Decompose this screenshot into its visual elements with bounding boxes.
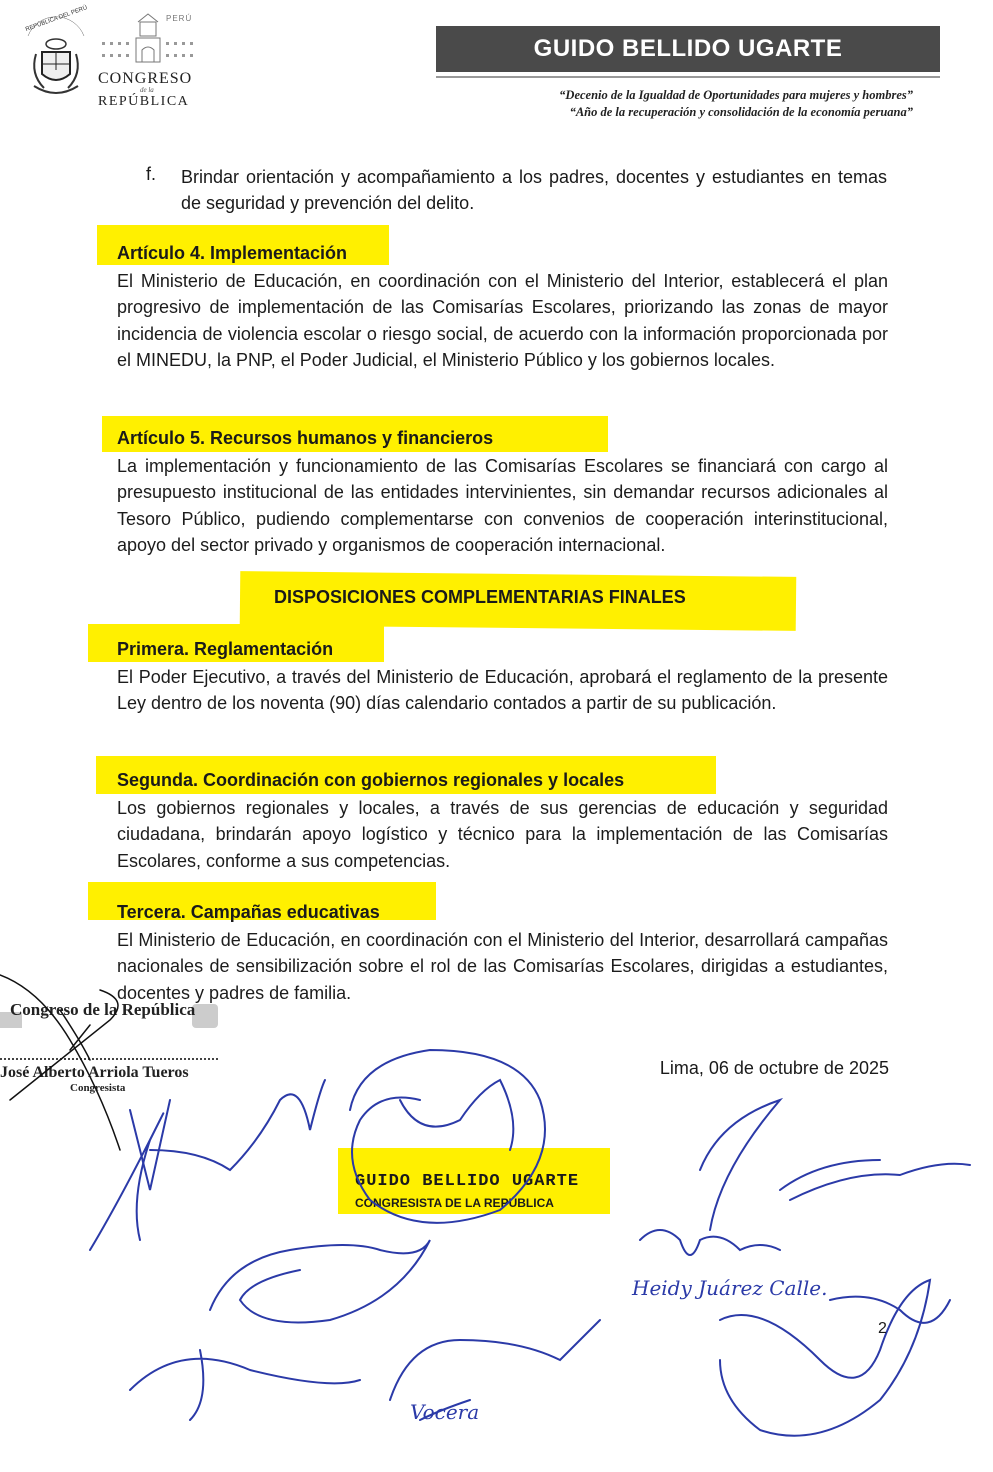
- stamp-congresista-role: Congresista: [70, 1082, 126, 1094]
- name-banner: GUIDO BELLIDO UGARTE: [436, 26, 940, 72]
- tercera-heading: Tercera. Campañas educativas: [117, 902, 380, 922]
- art4-heading: Artículo 4. Implementación: [117, 243, 348, 263]
- page-number: 2: [878, 1320, 887, 1337]
- stamp-name: GUIDO BELLIDO UGARTE: [355, 1172, 580, 1191]
- logo-peru-label: PERÚ: [166, 14, 193, 23]
- motto-line-2: “Año de la recuperación y consolidación de la economía peruana”: [569, 105, 913, 119]
- stamp-dotted-line: [0, 1058, 218, 1060]
- segunda-heading: Segunda. Coordinación con gobiernos regionales y locales: [117, 770, 625, 790]
- stamp-seal-right: [192, 1004, 218, 1028]
- place-date: Lima, 06 de octubre de 2025: [659, 1058, 889, 1078]
- art5-heading: Artículo 5. Recursos humanos y financieros: [117, 428, 494, 448]
- logo-congreso: CONGRESO: [98, 70, 193, 87]
- primera-heading: Primera. Reglamentación: [117, 639, 334, 659]
- section-title: DISPOSICIONES COMPLEMENTARIAS FINALES: [274, 587, 686, 607]
- item-f-text: Brindar orientación y acompañamiento a los padres, docentes y estudiantes en temas de seguridad y prevención del delito.: [181, 167, 887, 213]
- coat-caption: REPÚBLICA DEL PERÚ: [24, 5, 89, 33]
- stamp-congresista-name: José Alberto Arriola Tueros: [0, 1064, 189, 1081]
- art4-text: El Ministerio de Educación, en coordinación con el Ministerio del Interior, establecerá el plan progresivo de implementación de las Comisarías Escolares, priorizando las zonas de mayor incidencia de violencia escolar o riesgo social, de acuerdo con la información proporcionada por el MINEDU, la PNP, el Poder Judicial, el Ministerio Público y los gobiernos locales.: [117, 271, 888, 371]
- banner-rule: [436, 76, 940, 78]
- segunda-text: Los gobiernos regionales y locales, a través de sus gerencias de educación y seguridad ciudadana, brindarán apoyo logístico y técnico para la implementación de las Comisarías Escolares, conforme a sus competencias.: [117, 798, 888, 871]
- primera-text: El Poder Ejecutivo, a través del Ministerio de Educación, aprobará el reglamento de la presente Ley dentro de los noventa (90) días calendario contados a partir de su publicación.: [117, 667, 888, 714]
- art5-text: La implementación y funcionamiento de las Comisarías Escolares se financiará con cargo al presupuesto institucional de las entidades intervinientes, sin demandar recursos adicionales al Tesoro Público, pudiendo complementarse con convenios de cooperación interinstitucional, apoyo del sector privado y organismos de cooperación internacional.: [117, 456, 888, 556]
- handwritten-name: Heidy Juárez Calle.: [632, 1276, 828, 1300]
- item-f-letter: f.: [146, 164, 157, 184]
- stamp-congreso: Congreso de la República: [10, 1000, 196, 1019]
- handwritten-vocera: Vocera: [410, 1400, 480, 1424]
- logo-republica: REPÚBLICA: [98, 94, 190, 109]
- tercera-text: El Ministerio de Educación, en coordinación con el Ministerio del Interior, desarrollará campañas nacionales de sensibilización sobre el rol de las Comisarías Escolares, dirigidas a estudiantes, docentes y padres de familia.: [117, 930, 888, 1003]
- motto-line-1: “Decenio de la Igualdad de Oportunidades para mujeres y hombres”: [559, 88, 913, 102]
- logo-de-la: de la: [140, 86, 154, 94]
- stamp-role: CONGRESISTA DE LA REPÚBLICA: [355, 1196, 554, 1210]
